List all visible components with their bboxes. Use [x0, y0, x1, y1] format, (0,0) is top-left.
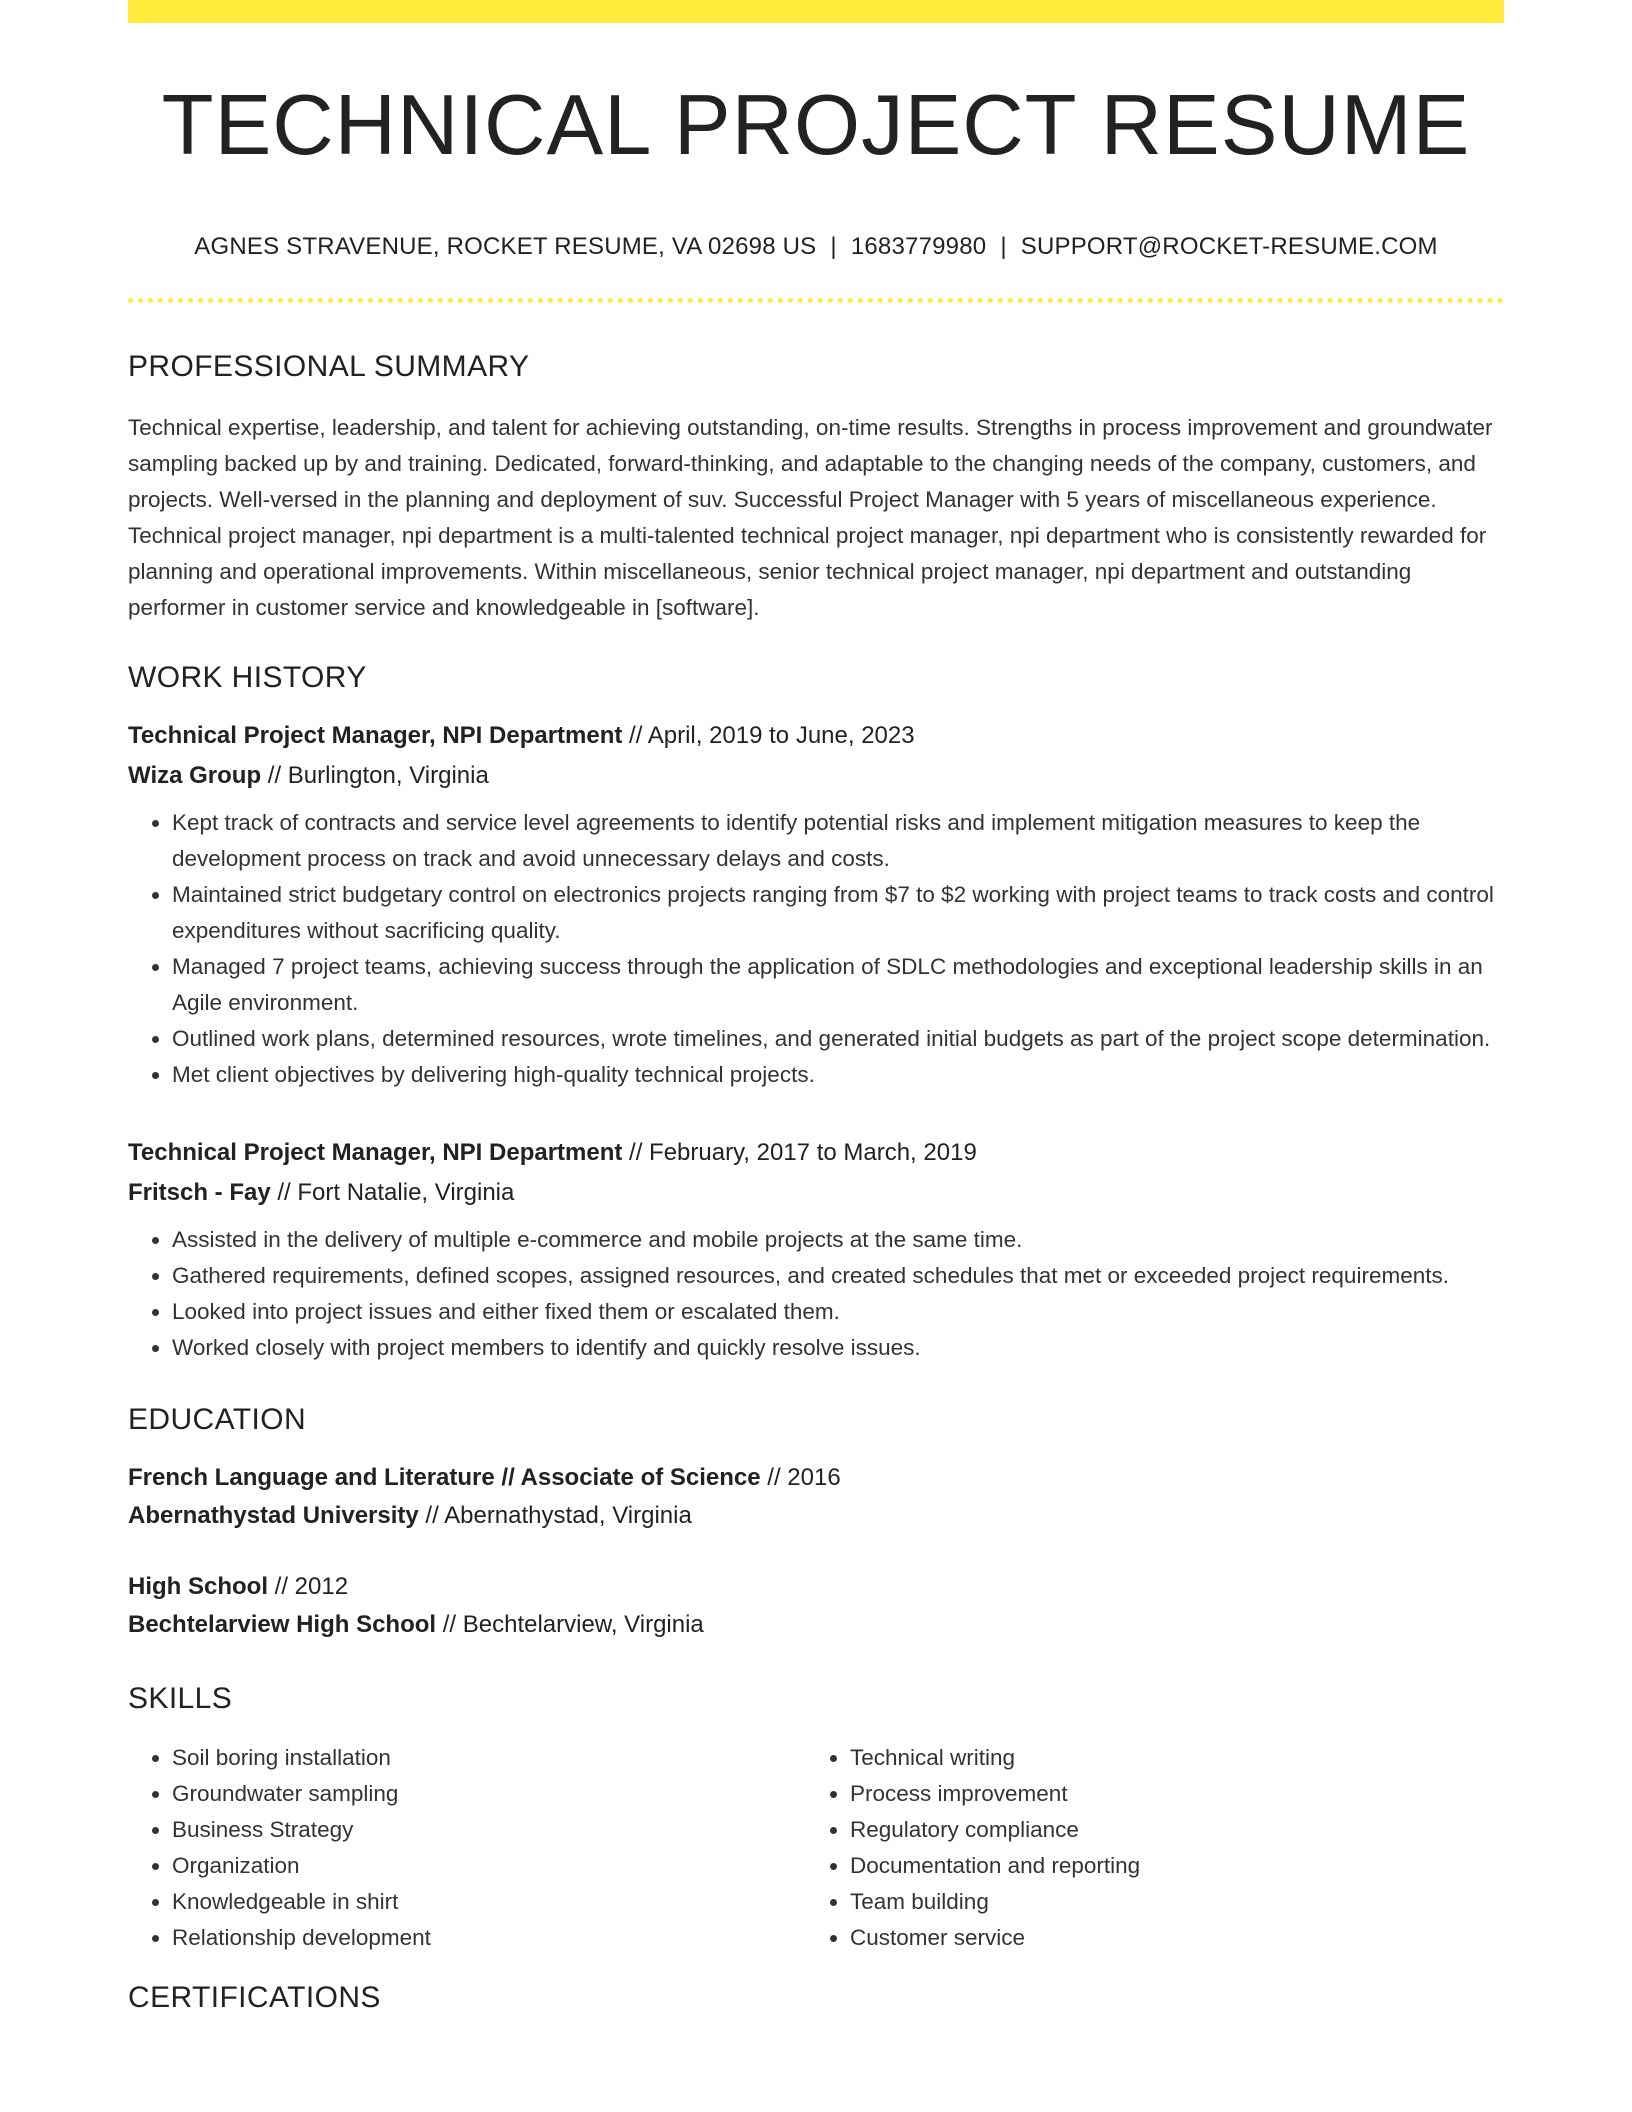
education-heading: EDUCATION	[128, 1403, 307, 1436]
contact-phone: 1683779980	[850, 233, 987, 260]
skill-item: • Knowledgeable in shirt	[172, 1884, 806, 1920]
job-bullet: • Looked into project issues and either fixed them or escalated them.	[172, 1294, 1504, 1330]
work-history-heading: WORK HISTORY	[128, 661, 367, 694]
skill-item: • Relationship development	[172, 1920, 806, 1956]
education-school-line	[128, 1606, 1504, 1644]
job-role: Technical Project Manager, NPI Department	[128, 1139, 623, 1166]
contact-email: SUPPORT@ROCKET-RESUME.COM	[1020, 233, 1438, 260]
job-dates: // February, 2017 to March, 2019	[622, 1139, 977, 1166]
job-bullet: • Managed 7 project teams, achieving success through the application of SDLC methodologies and exceptional leadership skills in an Agile environment.	[172, 949, 1504, 1021]
job-company-line	[128, 1173, 1504, 1213]
education-school-line	[128, 1497, 1504, 1535]
job-location: // Burlington, Virginia	[261, 762, 489, 789]
job-bullet: • Kept track of contracts and service level agreements to identify potential risks and implement mitigation measures to keep the development process on track and avoid unnecessary delays and costs.	[172, 805, 1504, 877]
skills-grid	[128, 1740, 1504, 1956]
job-entry	[128, 716, 1504, 1093]
skill-item: • Regulatory compliance	[850, 1812, 1484, 1848]
skills-left-column	[128, 1740, 806, 1956]
skill-item: • Process improvement	[850, 1776, 1484, 1812]
education-entry	[128, 1568, 1504, 1644]
job-dates: // April, 2019 to June, 2023	[622, 722, 915, 749]
job-bullets	[128, 805, 1504, 1093]
contact-separator: |	[830, 233, 837, 260]
education-entry	[128, 1459, 1504, 1535]
job-entry	[128, 1133, 1504, 1366]
certifications-heading: CERTIFICATIONS	[128, 1981, 381, 2014]
skill-item: • Business Strategy	[172, 1812, 806, 1848]
education-degree-line	[128, 1459, 1504, 1497]
skill-item: • Soil boring installation	[172, 1740, 806, 1776]
job-bullet: • Assisted in the delivery of multiple e-commerce and mobile projects at the same time.	[172, 1222, 1504, 1258]
skill-item: • Groundwater sampling	[172, 1776, 806, 1812]
job-bullet: • Gathered requirements, defined scopes, assigned resources, and created schedules that met or exceeded project requirements.	[172, 1258, 1504, 1294]
contact-address: AGNES STRAVENUE, ROCKET RESUME, VA 02698 US	[194, 233, 817, 260]
skill-item: • Customer service	[850, 1920, 1484, 1956]
top-accent-bar	[128, 0, 1504, 23]
education-degree-line	[128, 1568, 1504, 1606]
contact-line	[128, 235, 1504, 259]
job-bullet: • Maintained strict budgetary control on electronics projects ranging from $7 to $2 working with project teams to track costs and control expenditures without sacrificing quality.	[172, 877, 1504, 949]
skills-right-column	[806, 1740, 1484, 1956]
skill-item: • Technical writing	[850, 1740, 1484, 1776]
education-year: // 2012	[268, 1573, 349, 1600]
summary-text: Technical expertise, leadership, and talent for achieving outstanding, on-time results. Strengths in process improvement and groundwater sampling backed up by and training. Dedicated, forward-thinking, and adaptable to the changing needs of the company, customers, and projects. Well-versed in the planning and deployment of suv. Successful Project Manager with 5 years of miscellaneous experience. Technical project manager, npi department is a multi-talented technical project manager, npi department who is consistently rewarded for planning and operational improvements. Within miscellaneous, senior technical project manager, npi department and outstanding performer in customer service and knowledgeable in [software].	[128, 415, 1493, 620]
job-bullet: • Met client objectives by delivering high-quality technical projects.	[172, 1057, 1504, 1093]
job-role: Technical Project Manager, NPI Department	[128, 722, 623, 749]
job-company: Wiza Group	[128, 762, 262, 789]
header-divider	[128, 298, 1504, 303]
resume-title: TECHNICAL PROJECT RESUME	[161, 78, 1471, 173]
summary-heading: PROFESSIONAL SUMMARY	[128, 350, 530, 383]
education-degree: French Language and Literature // Associate of Science	[128, 1464, 761, 1491]
job-bullets	[128, 1222, 1504, 1366]
resume-page	[128, 0, 1504, 2013]
job-company: Fritsch - Fay	[128, 1179, 271, 1206]
job-bullet: • Outlined work plans, determined resources, wrote timelines, and generated initial budgets as part of the project scope determination.	[172, 1021, 1504, 1057]
education-year: // 2016	[760, 1464, 841, 1491]
skills-heading: SKILLS	[128, 1682, 233, 1715]
job-location: // Fort Natalie, Virginia	[270, 1179, 515, 1206]
skill-item: • Team building	[850, 1884, 1484, 1920]
job-role-line	[128, 716, 1504, 756]
job-bullet: • Worked closely with project members to identify and quickly resolve issues.	[172, 1330, 1504, 1366]
job-role-line	[128, 1133, 1504, 1173]
education-school: Bechtelarview High School	[128, 1611, 437, 1638]
job-company-line	[128, 756, 1504, 796]
education-location: // Bechtelarview, Virginia	[436, 1611, 704, 1638]
skill-item: • Organization	[172, 1848, 806, 1884]
education-location: // Abernathystad, Virginia	[418, 1502, 692, 1529]
education-degree: High School	[128, 1573, 268, 1600]
education-school: Abernathystad University	[128, 1502, 419, 1529]
contact-separator: |	[1000, 233, 1007, 260]
skill-item: • Documentation and reporting	[850, 1848, 1484, 1884]
